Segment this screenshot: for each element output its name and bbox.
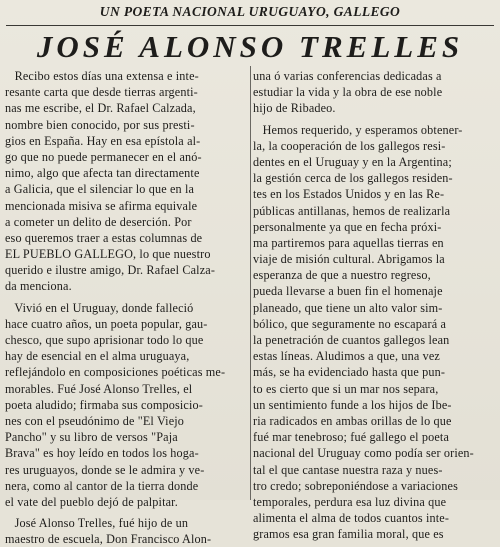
text-line: Vivió en el Uruguay, donde falleció <box>5 300 194 315</box>
article-headline: JOSÉ ALONSO TRELLES <box>36 29 464 64</box>
text-line: Pancho" y su libro de versos "Paja <box>5 430 178 445</box>
text-line: más, se ha evidenciado hasta que pun- <box>253 365 446 380</box>
text-line: nes con el pseudónimo de "El Viejo <box>5 413 185 428</box>
text-line: estudiar la vida y la obra de ese noble <box>253 85 443 100</box>
text-line: mencionada misiva se afirma equivale <box>5 198 198 213</box>
text-line: una ó varias conferencias dedicadas a <box>253 69 442 83</box>
text-line: temporales, perdura esa luz divina que <box>253 494 447 509</box>
text-line: querido e ilustre amigo, Dr. Rafael Calza- <box>5 263 216 278</box>
text-line: eso queremos traer a estas columnas de <box>5 230 203 245</box>
text-line: nombre bien conocido, por sus presti- <box>5 117 195 132</box>
text-line: ria radicados en ambas orillas de lo que <box>253 413 452 428</box>
text-line: Recibo estos días una extensa e inte- <box>5 69 199 83</box>
text-line: resante carta que desde tierras argenti- <box>5 85 198 100</box>
text-line: EL PUEBLO GALLEGO, lo que nuestro <box>5 247 211 262</box>
left-column <box>5 68 248 547</box>
text-line: la gestión cerca de los gallegos residen- <box>253 171 453 186</box>
text-line: res uruguayos, donde se le admira y ve- <box>5 462 205 477</box>
text-line: Hemos requerido, y esperamos obtener- <box>253 122 463 137</box>
text-line: nacional del Uruguay como podía ser orien- <box>253 446 474 461</box>
text-line: hijo de Ribadeo. <box>253 101 336 116</box>
text-line: la penetración de cuantos gallegos lean <box>253 333 450 347</box>
text-line: a Galicia, que el silenciar lo que en la <box>5 182 195 197</box>
text-line: planeado, que tiene un alto valor sim- <box>253 300 443 315</box>
text-line: dentes en el Uruguay y en la Argentina; <box>253 154 452 169</box>
text-line: personalmente ya que en fecha próxi- <box>253 219 442 234</box>
text-line: José Alonso Trelles, fué hijo de un <box>5 516 189 531</box>
text-line: da menciona. <box>5 279 72 294</box>
text-line: tro credo; sobreponiéndose a variaciones <box>253 478 458 493</box>
text-line: el vate del pueblo dejó de palpitar. <box>5 494 178 509</box>
column-divider <box>250 66 251 500</box>
text-line: públicas antillanas, hemos de realizarla <box>253 203 451 218</box>
text-line: morables. Fué José Alonso Trelles, el <box>5 381 193 396</box>
text-line: viaje de misión cultural. Abrigamos la <box>253 252 445 267</box>
text-line: chesco, que supo aprisionar todo lo que <box>5 333 204 347</box>
text-line: alimenta el alma de todos cuantos inte- <box>253 511 450 526</box>
header-rule <box>6 25 494 26</box>
text-line: un sentimiento funde a los hijos de Ibe- <box>253 397 452 412</box>
text-line: ma partiremos para aquellas tierras en <box>253 235 444 250</box>
text-line: go que no puede permanecer en el anó- <box>5 149 202 164</box>
text-line: fué mar tenebroso; fué gallego el poeta <box>253 430 450 445</box>
text-line: to es cierto que si un mar nos separa, <box>253 381 439 396</box>
text-line: reflejándolo en composiciones poéticas me- <box>5 365 226 380</box>
text-line: bólico, que seguramente no escapará a <box>253 316 447 331</box>
text-line: pueda llevarse a buen fin el homenaje <box>253 284 443 299</box>
text-line: poeta aludido; firmaba sus composicio- <box>5 397 203 412</box>
text-line: Brava" es hoy leído en todos los hoga- <box>5 446 199 461</box>
text-line: tal el que cantase nuestra raza y nues- <box>253 462 443 477</box>
text-line: la, la cooperación de los gallegos resi- <box>253 138 446 153</box>
right-column <box>253 68 496 542</box>
text-line: tes en los Estados Unidos y en las Re- <box>253 187 445 202</box>
text-line: gios en España. Hay en esa epístola al- <box>5 133 201 148</box>
text-line: nera, como al cantor de la tierra donde <box>5 478 199 493</box>
text-line: nas me escribe, el Dr. Rafael Calzada, <box>5 101 196 116</box>
text-line: hay de esencial en el alma uruguaya, <box>5 349 190 364</box>
text-line: esperanza de que a nuestro regreso, <box>253 268 431 283</box>
text-line: a cometer un delito de deserción. Por <box>5 214 192 229</box>
text-line: hace cuatro años, un poeta popular, gau- <box>5 316 208 331</box>
article-kicker: UN POETA NACIONAL URUGUAYO, GALLEGO <box>99 4 401 19</box>
text-line: gramos esa gran familia moral, que es <box>253 527 444 542</box>
text-line: estas líneas. Aludimos a que, una vez <box>253 349 440 364</box>
text-line: nimo, algo que afecta tan directamente <box>5 166 200 181</box>
text-line: maestro de escuela, Don Francisco Alon- <box>5 532 212 547</box>
